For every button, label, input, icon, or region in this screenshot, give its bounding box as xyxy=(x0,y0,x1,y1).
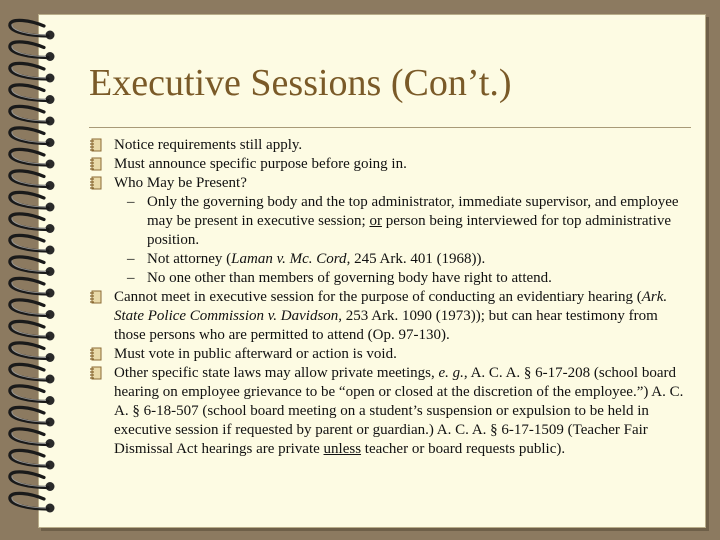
notebook-bullet-icon xyxy=(89,157,103,171)
notebook-bullet-icon xyxy=(89,366,103,380)
spiral-ring xyxy=(10,450,55,469)
spiral-ring xyxy=(10,171,55,190)
slide-title: Executive Sessions (Con’t.) xyxy=(89,62,512,104)
spiral-ring xyxy=(10,321,55,340)
sub-bullet-item: – Not attorney (Laman v. Mc. Cord, 245 Ark. 401 (1968)). xyxy=(127,251,486,267)
slide-content xyxy=(89,135,689,459)
sub-bullet-item: – No one other than members of governing body have right to attend. xyxy=(127,270,552,286)
spiral-ring xyxy=(10,85,55,104)
bullet-item: Who May be Present? xyxy=(89,174,689,193)
spiral-ring xyxy=(10,235,55,254)
spiral-ring xyxy=(10,42,55,61)
spiral-ring xyxy=(10,63,55,82)
notebook-bullet-icon xyxy=(89,138,103,152)
spiral-ring xyxy=(10,364,55,383)
sub-bullet-item: – Only the governing body and the top administrator, immediate supervisor, and employee may be present in executive session; or person being interviewed for top administrative position. xyxy=(127,194,679,248)
bullet-item: Notice requirements still apply. xyxy=(89,136,689,155)
spiral-ring xyxy=(10,278,55,297)
spiral-ring xyxy=(10,429,55,448)
spiral-ring xyxy=(10,257,55,276)
spiral-ring xyxy=(10,149,55,168)
spiral-ring xyxy=(10,214,55,233)
notebook-bullet-icon xyxy=(89,176,103,190)
bullet-item: Other specific state laws may allow private meetings, e. g., A. C. A. § 6-17-208 (school board hearing on employee grievance to be “open or closed at the discretion of the employee.”) A. C. A. § 6-18-507 (school board meeting on a student’s suspension or expulsion to be held in executive session if requested by parent or guardian.) A. C. A. § 6-17-1509 (Teacher Fair Dismissal Act hearings are private unless teacher or board requests public). xyxy=(89,364,689,459)
bullet-item: Cannot meet in executive session for the purpose of conducting an evidentiary hearing (Ark. State Police Commission v. Davidson, 253 Ark. 1090 (1973)); but can hear testimony from those persons who are permitted to attend (Op. 97-130). xyxy=(89,288,689,345)
spiral-ring xyxy=(10,300,55,319)
dash-marker: – xyxy=(127,251,135,267)
spiral-ring xyxy=(10,407,55,426)
spiral-ring xyxy=(10,20,55,39)
notebook-bullet-icon xyxy=(89,347,103,361)
spiral-ring xyxy=(10,106,55,125)
spiral-ring xyxy=(10,128,55,147)
bullet-item: Must announce specific purpose before going in. xyxy=(89,155,689,174)
bullet-item: Must vote in public afterward or action is void. xyxy=(89,345,689,364)
spiral-ring xyxy=(10,386,55,405)
notebook-bullet-icon xyxy=(89,290,103,304)
title-divider xyxy=(89,127,691,128)
spiral-binding xyxy=(0,0,80,540)
slide xyxy=(38,14,706,528)
dash-marker: – xyxy=(127,270,135,286)
spiral-ring xyxy=(10,493,55,512)
spiral-ring xyxy=(10,343,55,362)
spiral-ring xyxy=(10,472,55,491)
dash-marker: – xyxy=(127,194,135,210)
spiral-ring xyxy=(10,192,55,211)
